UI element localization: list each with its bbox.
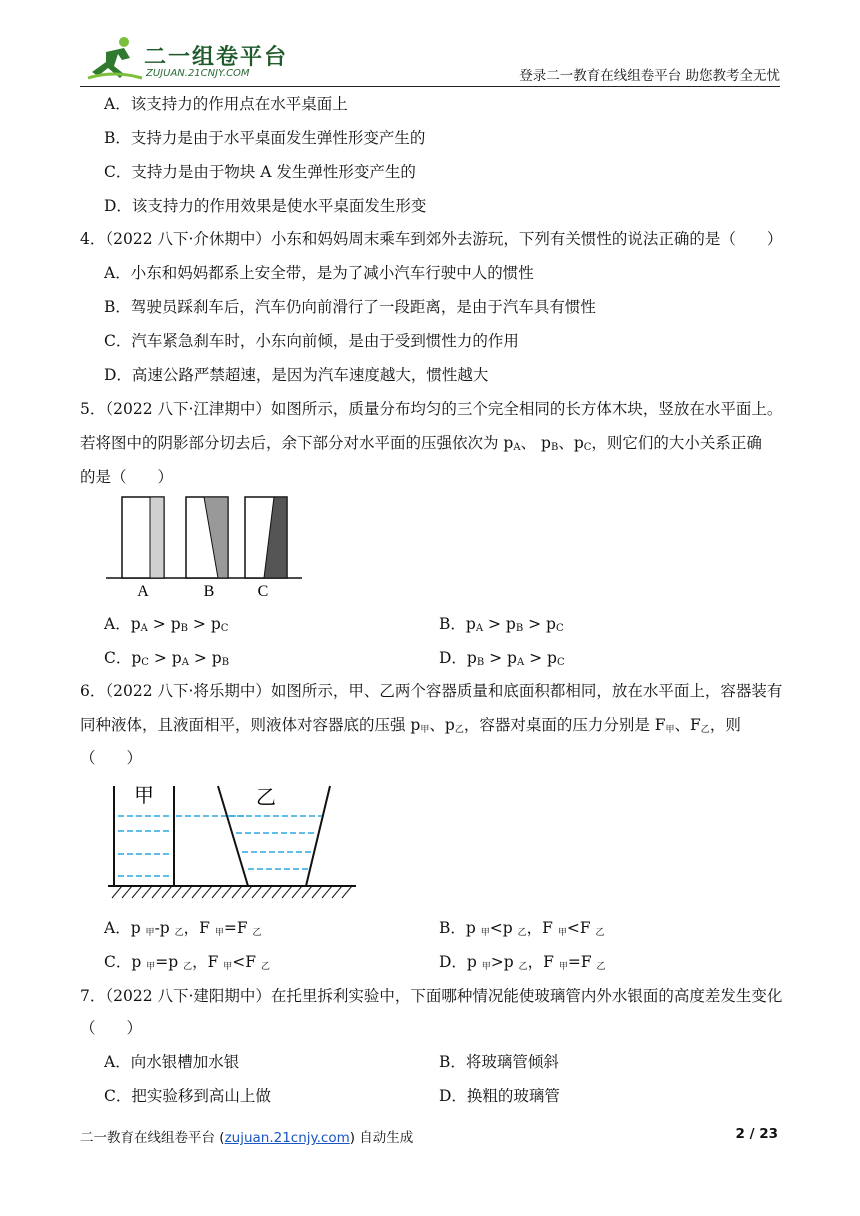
q7-stem-line1: 7．（2022 八下·建阳期中）在托里拆利实验中，下面哪种情况能使玻璃管内外水银面的高度差发生变化 xyxy=(80,987,783,1005)
q3-option-d: D．该支持力的作用效果是使水平桌面发生形变 xyxy=(104,197,427,215)
q3-option-b: B．支持力是由于水平桌面发生弹性形变产生的 xyxy=(104,129,426,147)
q6-figure xyxy=(104,776,360,900)
footer-credit: 二一教育在线组卷平台 (zujuan.21cnjy.com) 自动生成 xyxy=(80,1130,414,1146)
q5-stem-line1: 5．（2022 八下·江津期中）如图所示，质量分布均匀的三个完全相同的长方体木块，竖放在水平面上。 xyxy=(80,400,783,418)
table-hatch xyxy=(112,886,352,898)
jia-liquid-lines xyxy=(118,816,170,876)
q5-option-d: D．$p_B > p_A > p_C$ xyxy=(439,649,565,668)
q3-option-c: C．支持力是由于物块 A 发生弹性形变产生的 xyxy=(104,163,416,181)
q7-stem-line2: （ ） xyxy=(80,1019,143,1037)
q7-option-c: C．把实验移到高山上做 xyxy=(104,1087,271,1105)
q6-stem-line3: （ ） xyxy=(80,749,143,767)
site-logo[interactable] xyxy=(84,34,289,82)
q5-option-a: A．$p_A > p_B > p_C$ xyxy=(104,615,229,634)
q4-option-c: C．汽车紧急刹车时，小东向前倾，是由于受到惯性力的作用 xyxy=(104,332,519,350)
fig-label-a: A xyxy=(137,583,149,600)
header-divider xyxy=(80,86,780,87)
q4-option-d: D．高速公路严禁超速，是因为汽车速度越大，惯性越大 xyxy=(104,366,489,384)
q4-option-b: B．驾驶员踩刹车后，汽车仍向前滑行了一段距离，是由于汽车具有惯性 xyxy=(104,298,596,316)
page-number: 2 / 23 xyxy=(735,1126,778,1142)
yi-label: 乙 xyxy=(256,785,276,809)
q4-stem: 4．（2022 八下·介休期中）小东和妈妈周末乘车到郊外去游玩，下列有关惯性的说法正确的是（ ） xyxy=(80,230,783,248)
q7-option-b: B．将玻璃管倾斜 xyxy=(439,1053,559,1071)
footer-link[interactable]: zujuan.21cnjy.com xyxy=(224,1130,350,1146)
yi-left-wall xyxy=(218,786,248,886)
yi-right-wall xyxy=(306,786,330,886)
yi-liquid-lines xyxy=(228,816,322,869)
logo-subtitle: ZUJUAN.21CNJY.COM xyxy=(146,68,250,79)
q5-option-b: B．$p_A > p_B > p_C$ xyxy=(439,615,564,634)
fig-label-c: C xyxy=(257,583,269,600)
q5-option-c: C．$p_C > p_A > p_B$ xyxy=(104,649,230,668)
q6-option-d: D．p 甲>p 乙，F 甲=F 乙 xyxy=(439,953,606,972)
q5-stem-line2: 若将图中的阴影部分切去后，余下部分对水平面的压强依次为 $p_A$、 $p_B$、$p_C$，则它们的大小关系正确 xyxy=(80,434,762,453)
q3-option-a: A．该支持力的作用点在水平桌面上 xyxy=(104,95,348,113)
q7-option-a: A．向水银槽加水银 xyxy=(104,1053,240,1071)
q7-option-d: D．换粗的玻璃管 xyxy=(439,1087,560,1105)
q4-option-a: A．小东和妈妈都系上安全带，是为了减小汽车行驶中人的惯性 xyxy=(104,264,534,282)
logo-title: 二一组卷平台 xyxy=(144,45,289,70)
jia-label: 甲 xyxy=(134,783,154,807)
header-slogan[interactable]: 登录二一教育在线组卷平台 助您教考全无忧 xyxy=(519,68,780,84)
runner-icon xyxy=(84,34,144,82)
q6-option-b: B．p 甲<p 乙，F 甲<F 乙 xyxy=(439,919,605,938)
q6-stem-line1: 6．（2022 八下·将乐期中）如图所示，甲、乙两个容器质量和底面积都相同，放在水平面上，容器装有 xyxy=(80,682,783,700)
q5-figure xyxy=(104,494,304,600)
page-header xyxy=(80,30,780,86)
q5-stem-line3: 的是（ ） xyxy=(80,468,174,486)
q6-option-a: A．p 甲-p 乙，F 甲=F 乙 xyxy=(104,919,262,938)
block-a-shade xyxy=(150,497,164,578)
fig-label-b: B xyxy=(203,583,215,600)
q6-stem-line2: 同种液体，且液面相平，则液体对容器底的压强 p甲、p乙，容器对桌面的压力分别是 F甲、F乙，则 xyxy=(80,716,741,735)
q6-option-c: C．p 甲=p 乙，F 甲<F 乙 xyxy=(104,953,270,972)
